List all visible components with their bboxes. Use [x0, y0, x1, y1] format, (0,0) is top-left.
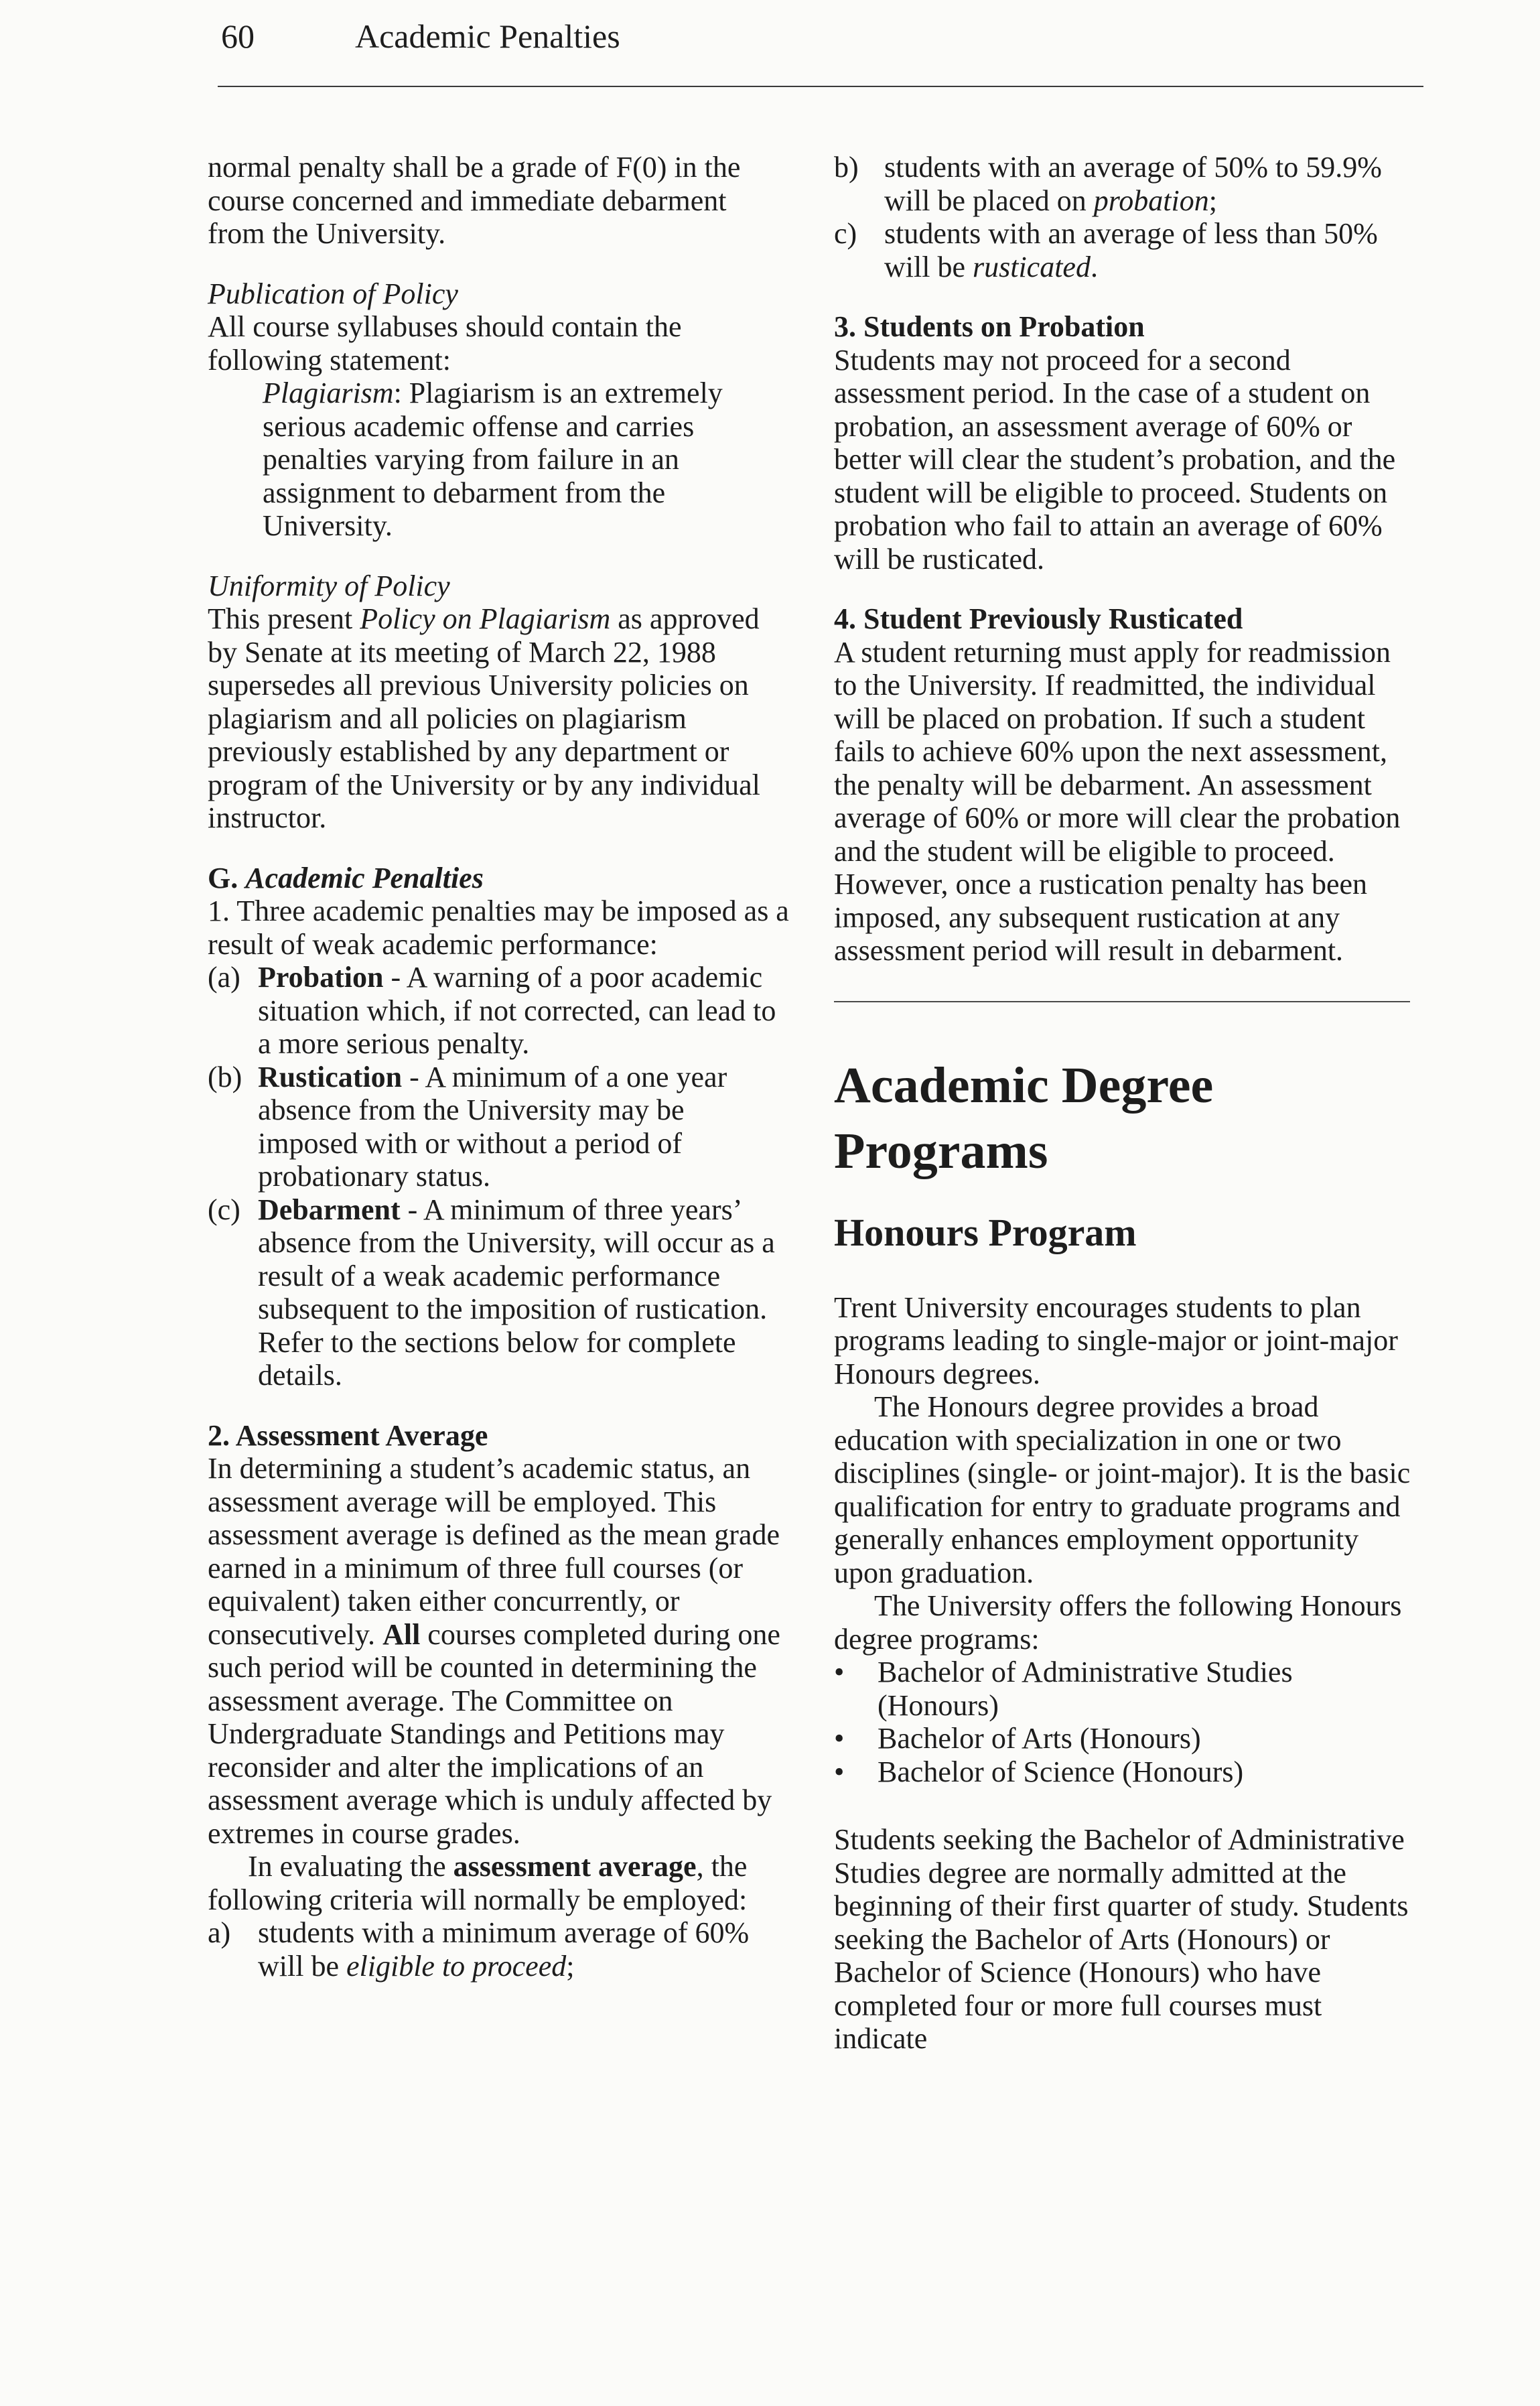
penalty-marker: (c) [208, 1193, 240, 1226]
header-rule [218, 86, 1423, 87]
section-g-heading [208, 862, 790, 895]
rusticated-text: A student returning must apply for readmission to the University. If readmitted, the individual will be placed on probation. If such a student fails to achieve 60% upon the next assessment, the penalty will be debarment. An assessment average of 60% or more will clear the probation and the student will be eligible to proceed. However, once a rustication penalty has been imposed, any subsequent rustication at any assessment period will result in debarment. [834, 635, 1401, 967]
penalty-text [258, 961, 790, 1061]
subsection-title: Honours Program [834, 1210, 1137, 1254]
criterion-text [884, 217, 1417, 283]
assessment-average-heading: 2. Assessment Average [208, 1418, 488, 1452]
section-g-intro: 1. Three academic penalties may be imposed as a result of weak academic performance: [208, 894, 789, 961]
bullet-icon: • [834, 1656, 845, 1688]
publication-heading: Publication of Policy [208, 277, 458, 310]
criterion-outcome: eligible to proceed [346, 1949, 567, 1983]
bullet-icon: • [834, 1722, 845, 1755]
penalty-marker: (b) [208, 1060, 242, 1093]
assessment-text-end: courses completed during one such period will be counted in determining the assessment average. The Committee on Undergraduate Standings and Petitions may reconsider and alter the implications of an assessment average which is unduly affected by extremes in course grades. [208, 1617, 780, 1850]
penalty-description: - A minimum of three years’ absence from the University, will occur as a result of a weak academic performance subsequent to the imposition of rustication. Refer to the sections below for complete details. [258, 1193, 775, 1392]
list-item [834, 1755, 1417, 1789]
policy-statement-text: : Plagiarism is an extremely serious academic offense and carries penalties varying from failure in an assignment to debarment from the University. [263, 377, 723, 542]
penalty-item-debarment [208, 1193, 790, 1392]
honours-paragraph-4: Students seeking the Bachelor of Administrative Studies degree are normally admitted at the beginning of their first quarter of study. Students seeking the Bachelor of Arts (Honours) or Bachelor of Science (Honours) who have completed four or more full courses must indicate [834, 1823, 1409, 2055]
policy-name: Policy on Plagiarism [360, 602, 611, 635]
degree-name: Bachelor of Science (Honours) [878, 1755, 1244, 1788]
criterion-marker: b) [834, 151, 859, 184]
evaluation-text-start: In evaluating the [248, 1850, 453, 1883]
rusticated-heading: 4. Student Previously Rusticated [834, 602, 1243, 635]
continued-paragraph: normal penalty shall be a grade of F(0) in the course concerned and immediate debarment from the University. [208, 151, 741, 250]
criterion-outcome: probation [1093, 184, 1209, 217]
evaluation-text-emphasis: assessment average [453, 1850, 697, 1883]
penalty-term: Probation [258, 961, 384, 994]
criterion-text [258, 1916, 790, 1983]
criterion-punct: ; [1208, 184, 1217, 217]
penalty-term: Debarment [258, 1193, 401, 1226]
criterion-b [834, 151, 1417, 217]
criterion-text [884, 151, 1417, 217]
criterion-text-start: students with an average of less than 50% will be [884, 217, 1378, 283]
criterion-a [208, 1916, 790, 1983]
penalty-text [258, 1193, 790, 1392]
left-column [208, 151, 790, 1983]
evaluation-text [208, 1850, 790, 1916]
criterion-marker: a) [208, 1916, 231, 1949]
section-divider [834, 1001, 1410, 1002]
publication-text: All course syllabuses should contain the following statement: [208, 310, 682, 377]
penalty-term: Rustication [258, 1060, 403, 1093]
uniformity-text-start: This present [208, 602, 360, 635]
criterion-marker: c) [834, 217, 857, 250]
section-title: Academic Degree Programs [834, 1057, 1214, 1179]
section-g-title: Academic Penalties [245, 861, 484, 894]
criterion-outcome: rusticated [972, 250, 1091, 283]
section-g-letter: G. [208, 861, 246, 894]
criterion-punct: ; [566, 1949, 575, 1983]
assessment-text-emphasis: All [382, 1617, 421, 1651]
penalty-list [208, 961, 790, 1392]
running-title: Academic Penalties [355, 17, 620, 55]
running-head [221, 9, 1427, 63]
assessment-text-start: In determining a student’s academic status, an assessment average will be employed. This assessment average is defined as the mean grade earned in a minimum of three full courses (or equivalent) taken either concurrently, or consecutively. [208, 1452, 780, 1651]
penalty-item-probation [208, 961, 790, 1061]
criterion-text-start: students with a minimum average of 60% will be [258, 1916, 750, 1983]
list-item [834, 1722, 1417, 1755]
honours-paragraph-2: The Honours degree provides a broad education with specialization in one or two disciplines (single- or joint-major). It is the basic qualification for entry to graduate programs and generally enhances employment opportunity upon graduation. [834, 1390, 1411, 1589]
degree-list [834, 1656, 1417, 1788]
uniformity-text-end: as approved by Senate at its meeting of March 22, 1988 supersedes all previous University policies on plagiarism and all policies on plagiarism previously established by any department or program of the University or by any individual instructor. [208, 602, 760, 834]
evaluation-text-end: , the following criteria will normally be employed: [208, 1850, 748, 1916]
penalty-item-rustication [208, 1061, 790, 1193]
criterion-c [834, 217, 1417, 283]
honours-paragraph-3: The University offers the following Honours degree programs: [834, 1589, 1402, 1656]
assessment-average-text [208, 1452, 790, 1850]
probation-heading: 3. Students on Probation [834, 310, 1145, 343]
penalty-text [258, 1061, 790, 1193]
list-item [834, 1656, 1417, 1722]
uniformity-text [208, 602, 790, 835]
criterion-text-start: students with an average of 50% to 59.9% will be placed on [884, 151, 1382, 217]
right-column [834, 151, 1417, 2056]
bullet-icon: • [834, 1755, 845, 1788]
policy-statement [208, 377, 790, 543]
penalty-description: - A warning of a poor academic situation which, if not corrected, can lead to a more serious penalty. [258, 961, 776, 1060]
probation-text: Students may not proceed for a second assessment period. In the case of a student on probation, an assessment average of 60% or better will clear the student’s probation, and the student will be eligible to proceed. Students on probation who fail to attain an average of 60% will be rusticated. [834, 343, 1396, 576]
penalty-marker: (a) [208, 961, 240, 994]
degree-name: Bachelor of Administrative Studies (Honours) [878, 1656, 1293, 1722]
uniformity-heading: Uniformity of Policy [208, 569, 450, 602]
honours-paragraph-1: Trent University encourages students to plan programs leading to single-major or joint-major Honours degrees. [834, 1290, 1398, 1390]
degree-name: Bachelor of Arts (Honours) [878, 1722, 1201, 1755]
page-number: 60 [221, 17, 255, 55]
policy-statement-term: Plagiarism [263, 377, 394, 409]
criterion-punct: . [1090, 250, 1098, 283]
penalty-description: - A minimum of a one year absence from the University may be imposed with or without a period of probationary status. [258, 1060, 727, 1193]
